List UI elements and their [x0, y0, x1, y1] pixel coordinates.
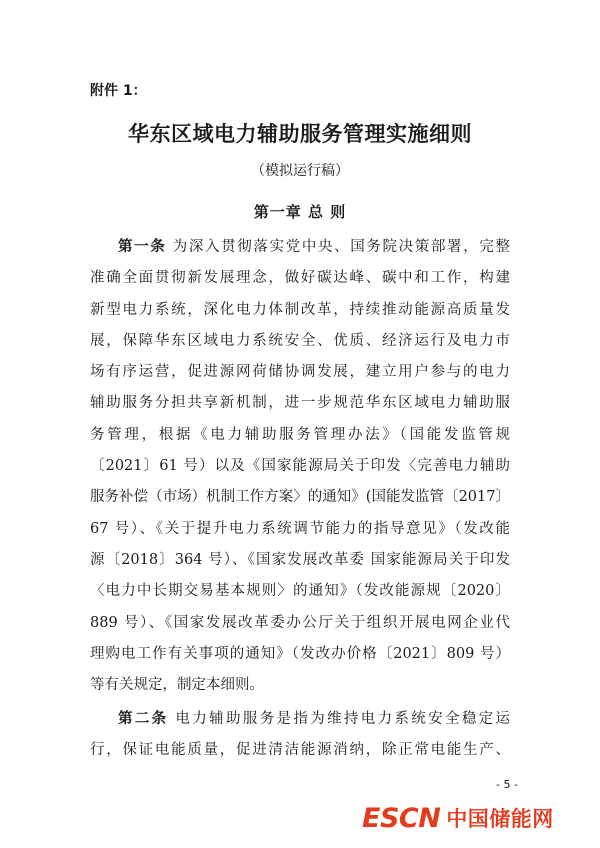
- article-line: 准确全面贯彻新发展理念，做好碳达峰、碳中和工作，构建: [90, 270, 510, 287]
- article-line: 服务补偿（市场）机制工作方案〉的通知》(国能发监管〔2017〕: [90, 489, 510, 506]
- article-line: 889 号）、《国家发展改革委办公厅关于组织开展电网企业代: [90, 614, 510, 631]
- article-line: 源〔2018〕364 号）、《国家发展改革委 国家能源局关于印发: [90, 551, 510, 568]
- chapter-heading: 第一章 总 则: [253, 203, 347, 221]
- watermark-logo-text: ESCN: [362, 802, 441, 834]
- document-title: 华东区域电力辅助服务管理实施细则: [128, 122, 472, 146]
- article-line: 〈电力中长期交易基本规则〉的通知》（发改能源规〔2020〕: [90, 583, 510, 600]
- article-line: 67 号）、《关于提升电力系统调节能力的指导意见》（发改能: [90, 520, 510, 537]
- article-line: 〔2021〕61 号）以及《国家能源局关于印发〈完善电力辅助: [90, 458, 510, 475]
- article-line: 理购电工作有关事项的通知》（发改办价格〔2021〕809 号）: [90, 645, 510, 662]
- article-line: 新型电力系统，深化电力体制改革，持续推动能源高质量发: [90, 301, 510, 318]
- article-1: [90, 232, 510, 701]
- escn-watermark: [362, 800, 554, 836]
- article-line: 场有序运营，促进源网荷储协调发展，建立用户参与的电力: [90, 364, 510, 381]
- article-2: [90, 704, 510, 767]
- article-line: 辅助服务分担共享新机制，进一步规范华东区域电力辅助服: [90, 395, 510, 412]
- article-line: 行，保证电能质量，促进清洁能源消纳，除正常电能生产、: [90, 742, 510, 759]
- attachment-label: 附件 1：: [90, 83, 147, 99]
- watermark-site-name: 中国储能网: [446, 807, 554, 831]
- document-subtitle: （模拟运行稿）: [251, 163, 349, 179]
- article-label: 第一条: [118, 239, 167, 255]
- page-number: - 5 -: [496, 778, 518, 791]
- article-label: 第二条: [118, 711, 169, 727]
- article-line: 展，保障华东区域电力系统安全、优质、经济运行及电力市: [90, 332, 510, 349]
- article-line: 第一条 为深入贯彻落实党中央、国务院决策部署，完整: [118, 239, 511, 255]
- article-line: 第二条 电力辅助服务是指为维持电力系统安全稳定运: [118, 711, 510, 727]
- article-line: 务管理，根据《电力辅助服务管理办法》（国能发监管规: [90, 426, 510, 443]
- article-line: 等有关规定，制定本细则。: [90, 677, 264, 694]
